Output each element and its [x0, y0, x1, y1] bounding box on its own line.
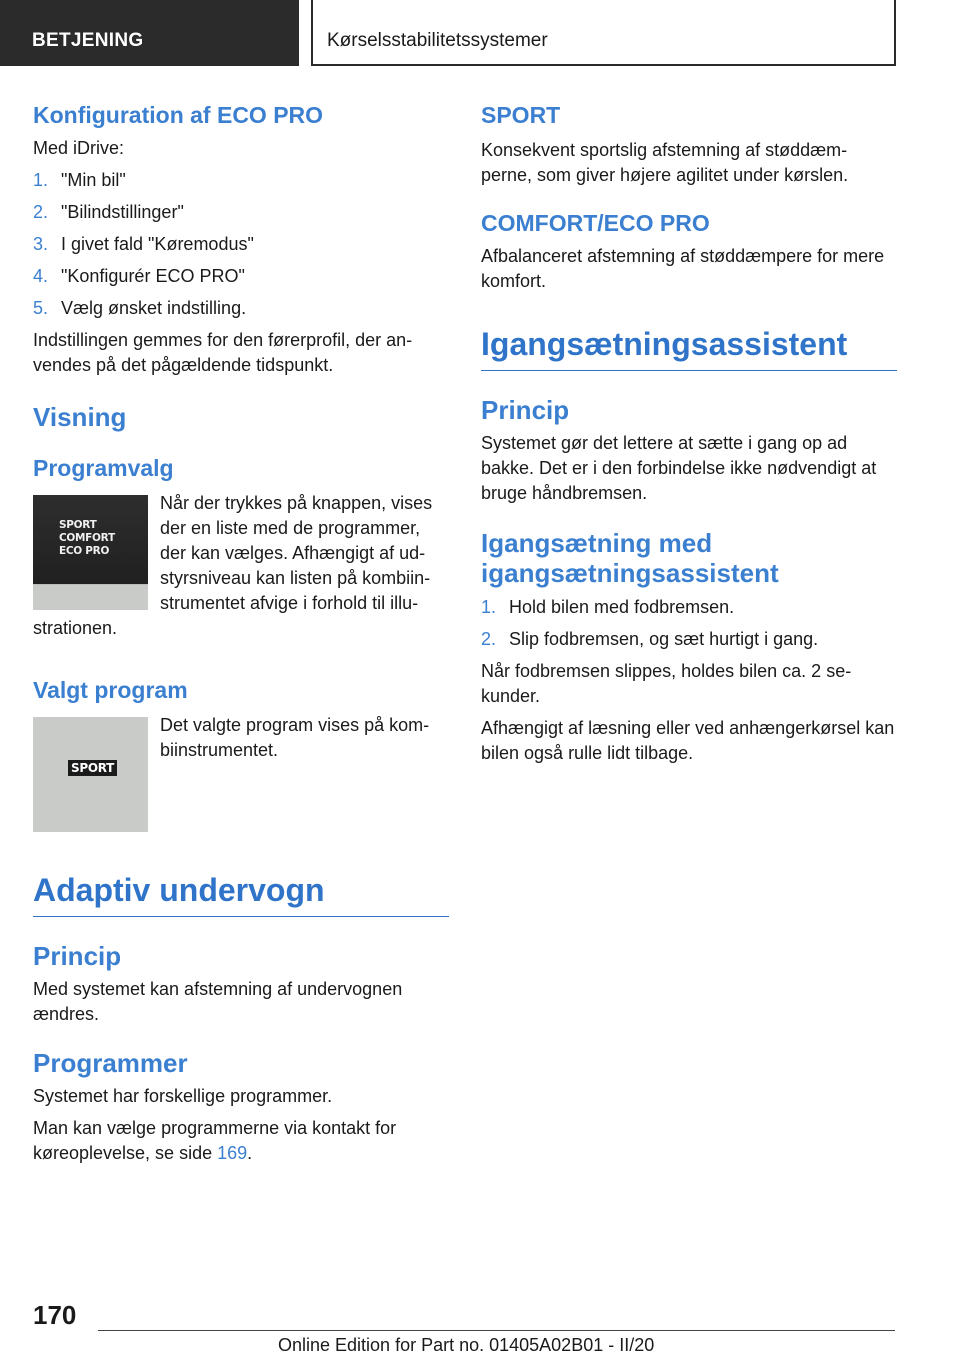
image-label: SPORT: [59, 519, 97, 531]
left-column: [33, 100, 449, 1166]
page-number: 170: [33, 1300, 77, 1330]
image-label: COMFORT: [59, 532, 115, 544]
step-text: "Konfigurér ECO PRO": [61, 266, 245, 286]
eco-pro-intro: Med iDrive:: [33, 138, 125, 158]
page-link[interactable]: 169: [217, 1143, 248, 1163]
programmer-heading: Programmer: [33, 1048, 188, 1078]
list-item: [33, 232, 449, 257]
programvalg-heading: Programvalg: [33, 455, 174, 481]
step-number: 1.: [481, 597, 497, 617]
selected-program-image: [33, 717, 148, 832]
princip-heading: Princip: [33, 941, 122, 971]
princip-text: Systemet gør det lettere at sætte i gang op ad bakke. Det er i den forbindelse ikke nødvendigt at bruge håndbremsen.: [481, 433, 877, 503]
step-number: 2.: [33, 202, 49, 222]
image-label: SPORT: [68, 760, 117, 776]
sport-heading: SPORT: [481, 102, 561, 128]
list-item: [481, 627, 897, 652]
step-text: Slip fodbremsen, og sæt hurtigt i gang.: [509, 629, 819, 649]
program-list-image: [33, 495, 148, 610]
step-text: "Min bil": [61, 170, 126, 190]
list-item: [33, 296, 449, 321]
comfort-heading: COMFORT/ECO PRO: [481, 210, 710, 236]
igangsaetning-steps: [481, 595, 897, 652]
adaptiv-heading: Adaptiv undervogn: [33, 870, 449, 917]
visning-heading: Visning: [33, 402, 127, 432]
image-label: ECO PRO: [59, 545, 110, 557]
valgt-program-text: Det valgte program vises på kom-biinstrumentet.: [160, 715, 430, 760]
list-item: [33, 200, 449, 225]
footer-divider: [98, 1330, 895, 1331]
note-text: Når fodbremsen slippes, holdes bilen ca. 2 se-kunder.: [481, 661, 852, 706]
programvalg-text: Når der trykkes på knappen, vises der en liste med de programmer, der kan vælges. Afhængigt af ud-styrsniveau kan listen på kombiin-strumentet afvige i forhold til illu-strationen.: [33, 493, 433, 638]
header-chapter: Kørselsstabilitetssystemer: [311, 0, 896, 66]
step-text: "Bilindstillinger": [61, 202, 184, 222]
right-column: [481, 100, 897, 766]
step-text: Vælg ønsket indstilling.: [61, 298, 247, 318]
programmer-text: Systemet har forskellige programmer.: [33, 1086, 333, 1106]
igangsaetning-heading: Igangsætningsassistent: [481, 324, 897, 371]
note-text: Afhængigt af læsning eller ved anhængerkørsel kan bilen også rulle lidt tilbage.: [481, 718, 895, 763]
step-text: I givet fald "Køremodus": [61, 234, 254, 254]
valgt-program-heading: Valgt program: [33, 677, 188, 703]
step-number: 1.: [33, 170, 49, 190]
eco-pro-steps: [33, 168, 449, 321]
list-item: [481, 595, 897, 620]
footer-edition: Online Edition for Part no. 01405A02B01 - II/20: [278, 1335, 655, 1355]
igangsaetning-med-heading: Igangsætning med igangsætningsassistent: [481, 528, 779, 588]
list-item: [33, 264, 449, 289]
step-number: 4.: [33, 266, 49, 286]
programmer-text-link: Man kan vælge programmerne via kontakt for køreoplevelse, se side 169.: [33, 1118, 397, 1163]
princip-heading: Princip: [481, 395, 570, 425]
princip-text: Med systemet kan afstemning af undervognen ændres.: [33, 979, 403, 1024]
list-item: [33, 168, 449, 193]
eco-pro-note: Indstillingen gemmes for den førerprofil, der an-vendes på det pågældende tidspunkt.: [33, 330, 413, 375]
step-text: Hold bilen med fodbremsen.: [509, 597, 735, 617]
step-number: 5.: [33, 298, 49, 318]
header-section: BETJENING: [0, 0, 299, 66]
step-number: 2.: [481, 629, 497, 649]
step-number: 3.: [33, 234, 49, 254]
comfort-text: Afbalanceret afstemning af støddæmpere for mere komfort.: [481, 246, 885, 291]
eco-pro-heading: Konfiguration af ECO PRO: [33, 102, 324, 128]
sport-text: Konsekvent sportslig afstemning af støddæm-perne, som giver højere agilitet under kørslen.: [481, 140, 849, 185]
